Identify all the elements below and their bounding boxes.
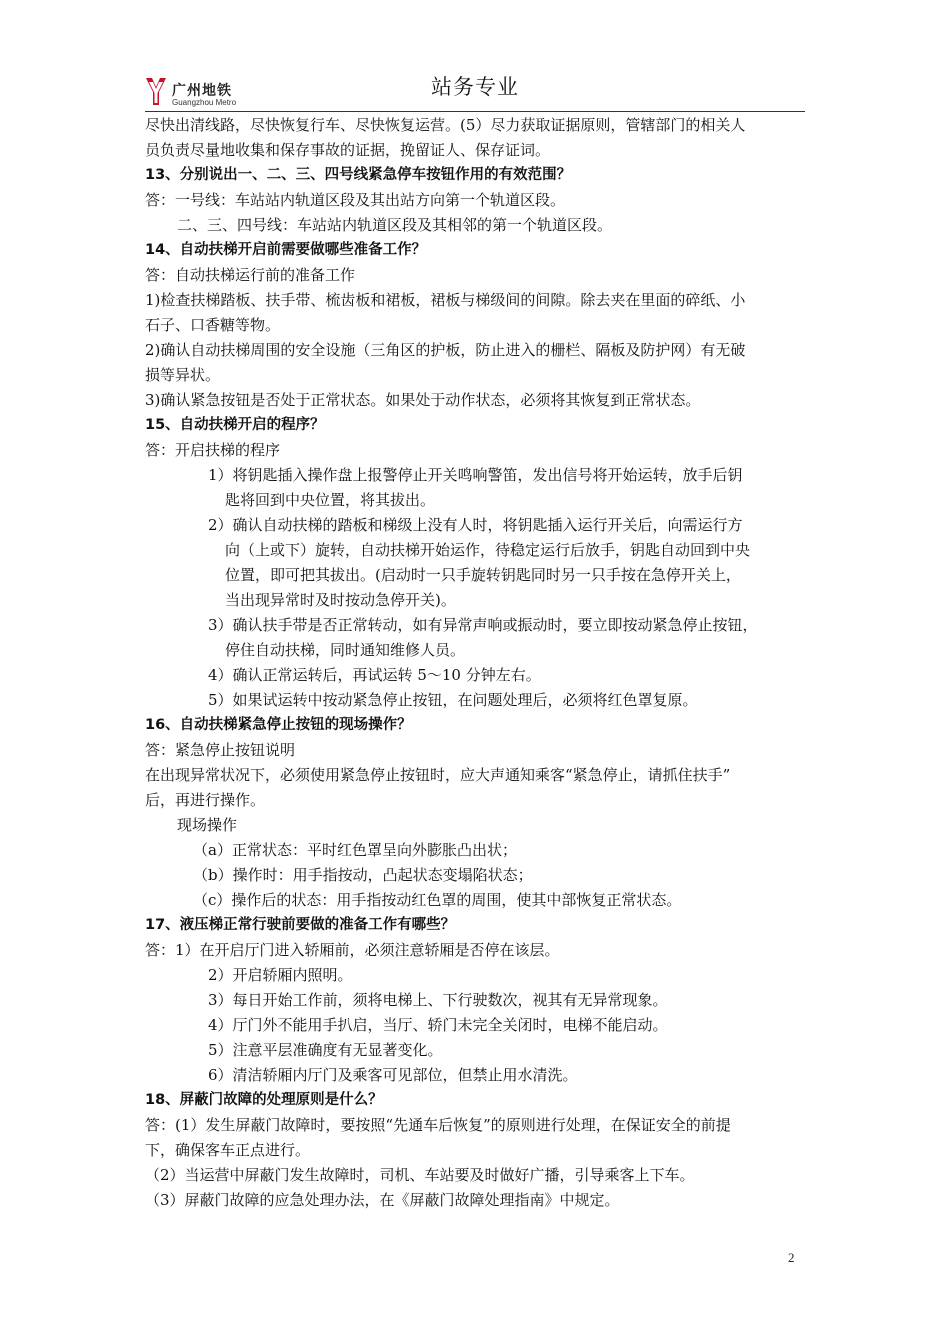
list-item: 3）确认扶手带是否正常转动，如有异常声响或振动时，要立即按动紧急停止按钮，	[208, 616, 758, 634]
answer-line: 答：紧急停止按钮说明	[145, 741, 296, 759]
header-divider	[145, 111, 805, 112]
logo-chinese-text: 广州地铁	[172, 83, 232, 99]
text-line: 3)确认紧急按钮是否处于正常状态。如果处于动作状态，必须将其恢复到正常状态。	[145, 391, 701, 409]
list-item: 3）每日开始工作前，须将电梯上、下行驶数次，视其有无异常现象。	[208, 991, 668, 1009]
question-heading: 18、屏蔽门故障的处理原则是什么？	[145, 1092, 383, 1108]
answer-line: 答：一号线：车站站内轨道区段及其出站方向第一个轨道区段。	[145, 191, 566, 209]
text-line: 尽快出清线路，尽快恢复行车、尽快恢复运营。(5）尽力获取证据原则，管辖部门的相关人	[145, 116, 746, 134]
list-item-continuation: 位置，即可把其拔出。(启动时一只手旋转钥匙同时另一只手按在急停开关上，	[225, 566, 741, 584]
header-title: 站务专业	[431, 75, 519, 99]
text-line: 下，确保客车正点进行。	[145, 1141, 311, 1159]
list-item: 4）厅门外不能用手扒启，当厅、轿门未完全关闭时，电梯不能启动。	[208, 1016, 668, 1034]
page-number: 2	[788, 1250, 795, 1265]
answer-line: 答：自动扶梯运行前的准备工作	[145, 266, 356, 284]
question-heading: 16、自动扶梯紧急停止按钮的现场操作？	[145, 717, 412, 733]
list-item: 5）注意平层准确度有无显著变化。	[208, 1041, 443, 1059]
list-item: （a）正常状态：平时红色罩呈向外膨胀凸出状；	[193, 841, 517, 859]
question-heading: 13、分别说出一、二、三、四号线紧急停车按钮作用的有效范围？	[145, 167, 572, 183]
answer-line: 答：(1）发生屏蔽门故障时，要按照“先通车后恢复”的原则进行处理，在保证安全的前提	[145, 1116, 731, 1134]
text-line: 1)检查扶梯踏板、扶手带、梳齿板和裙板，裙板与梯级间的间隙。除去夹在里面的碎纸、小	[145, 291, 746, 309]
text-line: 后，再进行操作。	[145, 791, 266, 809]
list-item: 2）开启轿厢内照明。	[208, 966, 353, 984]
question-heading: 17、液压梯正常行驶前要做的准备工作有哪些？	[145, 917, 456, 933]
text-line: 员负责尽量地收集和保存事故的证据，挽留证人、保存证词。	[145, 141, 551, 159]
list-item-continuation: 向（上或下）旋转，自动扶梯开始运作，待稳定运行后放手，钥匙自动回到中央	[225, 541, 751, 559]
list-item: （c）操作后的状态：用手指按动红色罩的周围，使其中部恢复正常状态。	[193, 891, 682, 909]
question-heading: 14、自动扶梯开启前需要做哪些准备工作？	[145, 242, 427, 258]
document-body	[145, 113, 807, 1213]
list-item: 1）将钥匙插入操作盘上报警停止开关鸣响警笛，发出信号将开始运转，放手后钥	[208, 466, 743, 484]
text-line: 在出现异常状况下，必须使用紧急停止按钮时，应大声通知乘客“紧急停止，请抓住扶手”	[145, 766, 731, 784]
page-header	[145, 68, 805, 112]
text-line: 2)确认自动扶梯周围的安全设施（三角区的护板，防止进入的栅栏、隔板及防护网）有无破	[145, 341, 746, 359]
logo-english-text: Guangzhou Metro	[172, 98, 237, 107]
text-line: 损等异状。	[145, 366, 221, 384]
list-item: 6）清洁轿厢内厅门及乘客可见部位，但禁止用水清洗。	[208, 1066, 578, 1084]
answer-line: 答：开启扶梯的程序	[145, 441, 281, 459]
list-item-continuation: 匙将回到中央位置，将其拔出。	[225, 491, 436, 509]
answer-line: 答：1）在开启厅门进入轿厢前，必须注意轿厢是否停在该层。	[145, 941, 560, 959]
subheading: 现场操作	[177, 816, 238, 834]
text-line: （3）屏蔽门故障的应急处理办法，在《屏蔽门故障处理指南》中规定。	[145, 1191, 620, 1209]
list-item-continuation: 当出现异常时及时按动急停开关)。	[225, 591, 456, 609]
text-line: 石子、口香糖等物。	[145, 316, 281, 334]
question-heading: 15、自动扶梯开启的程序？	[145, 417, 325, 433]
list-item-continuation: 停住自动扶梯，同时通知维修人员。	[225, 641, 466, 659]
list-item: 2）确认自动扶梯的踏板和梯级上没有人时，将钥匙插入运行开关后，向需运行方	[208, 516, 743, 534]
list-item: （b）操作时：用手指按动，凸起状态变塌陷状态；	[193, 866, 533, 884]
list-item: 5）如果试运转中按动紧急停止按钮，在问题处理后，必须将红色罩复原。	[208, 691, 698, 709]
list-item: 4）确认正常运转后，再试运转 5～10 分钟左右。	[208, 666, 541, 684]
answer-line: 二、三、四号线：车站站内轨道区段及其相邻的第一个轨道区段。	[177, 216, 613, 234]
text-line: （2）当运营中屏蔽门发生故障时，司机、车站要及时做好广播，引导乘客上下车。	[145, 1166, 695, 1184]
